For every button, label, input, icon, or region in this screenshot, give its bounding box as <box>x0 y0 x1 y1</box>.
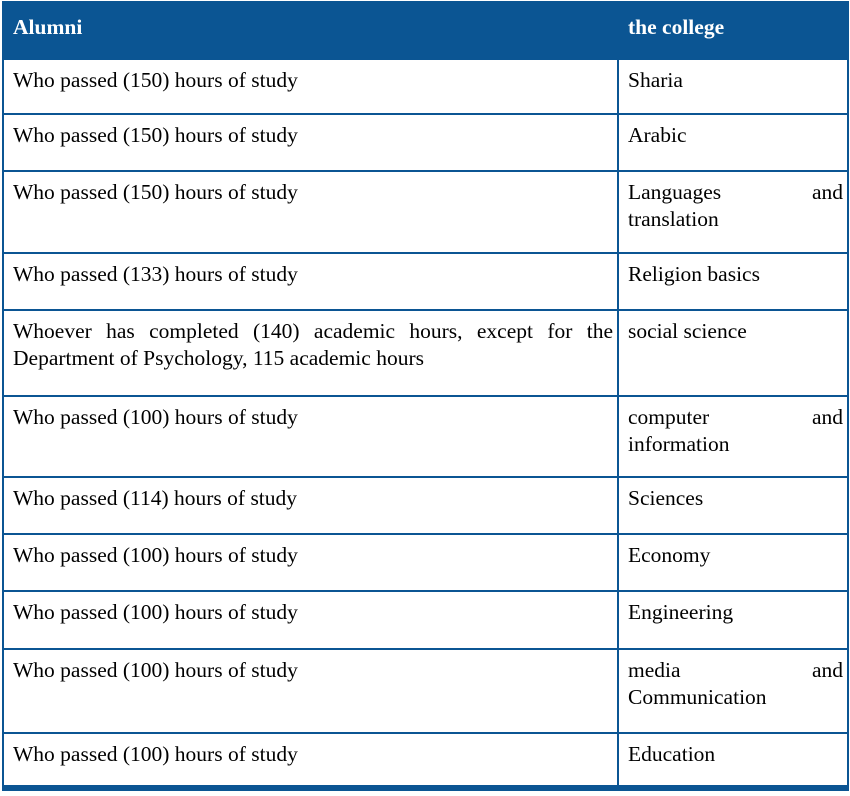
college-cell: Education <box>618 733 848 788</box>
college-cell: Sciences <box>618 477 848 534</box>
college-cell: Engineering <box>618 591 848 649</box>
table-row <box>3 733 848 788</box>
alumni-cell: Who passed (133) hours of study <box>3 253 618 310</box>
table-row <box>3 649 848 733</box>
table-row <box>3 591 848 649</box>
alumni-cell: Who passed (114) hours of study <box>3 477 618 534</box>
alumni-cell: Who passed (100) hours of study <box>3 733 618 788</box>
alumni-cell: Who passed (100) hours of study <box>3 396 618 477</box>
table-row <box>3 534 848 591</box>
college-cell: Religion basics <box>618 253 848 310</box>
college-cell: Economy <box>618 534 848 591</box>
college-cell: Arabic <box>618 114 848 171</box>
column-header-college: the college <box>618 2 848 59</box>
college-cell: computer and information <box>618 396 848 477</box>
alumni-cell: Whoever has completed (140) academic hours, except for the Department of Psychology, 115 academic hours <box>3 310 618 396</box>
table-header <box>3 2 848 59</box>
table-row <box>3 396 848 477</box>
alumni-cell: Who passed (150) hours of study <box>3 59 618 114</box>
college-cell: social science <box>618 310 848 396</box>
table-row <box>3 171 848 253</box>
table-row <box>3 253 848 310</box>
table-body <box>3 59 848 788</box>
table-row <box>3 477 848 534</box>
college-cell: Languages and translation <box>618 171 848 253</box>
table-row <box>3 59 848 114</box>
table-row <box>3 310 848 396</box>
alumni-college-table <box>2 1 849 791</box>
alumni-cell: Who passed (100) hours of study <box>3 649 618 733</box>
table-header-row <box>3 2 848 59</box>
alumni-cell: Who passed (100) hours of study <box>3 591 618 649</box>
column-header-alumni: Alumni <box>3 2 618 59</box>
alumni-cell: Who passed (100) hours of study <box>3 534 618 591</box>
alumni-cell: Who passed (150) hours of study <box>3 114 618 171</box>
college-cell: Sharia <box>618 59 848 114</box>
alumni-cell: Who passed (150) hours of study <box>3 171 618 253</box>
college-cell: media and Communication <box>618 649 848 733</box>
table-row <box>3 114 848 171</box>
